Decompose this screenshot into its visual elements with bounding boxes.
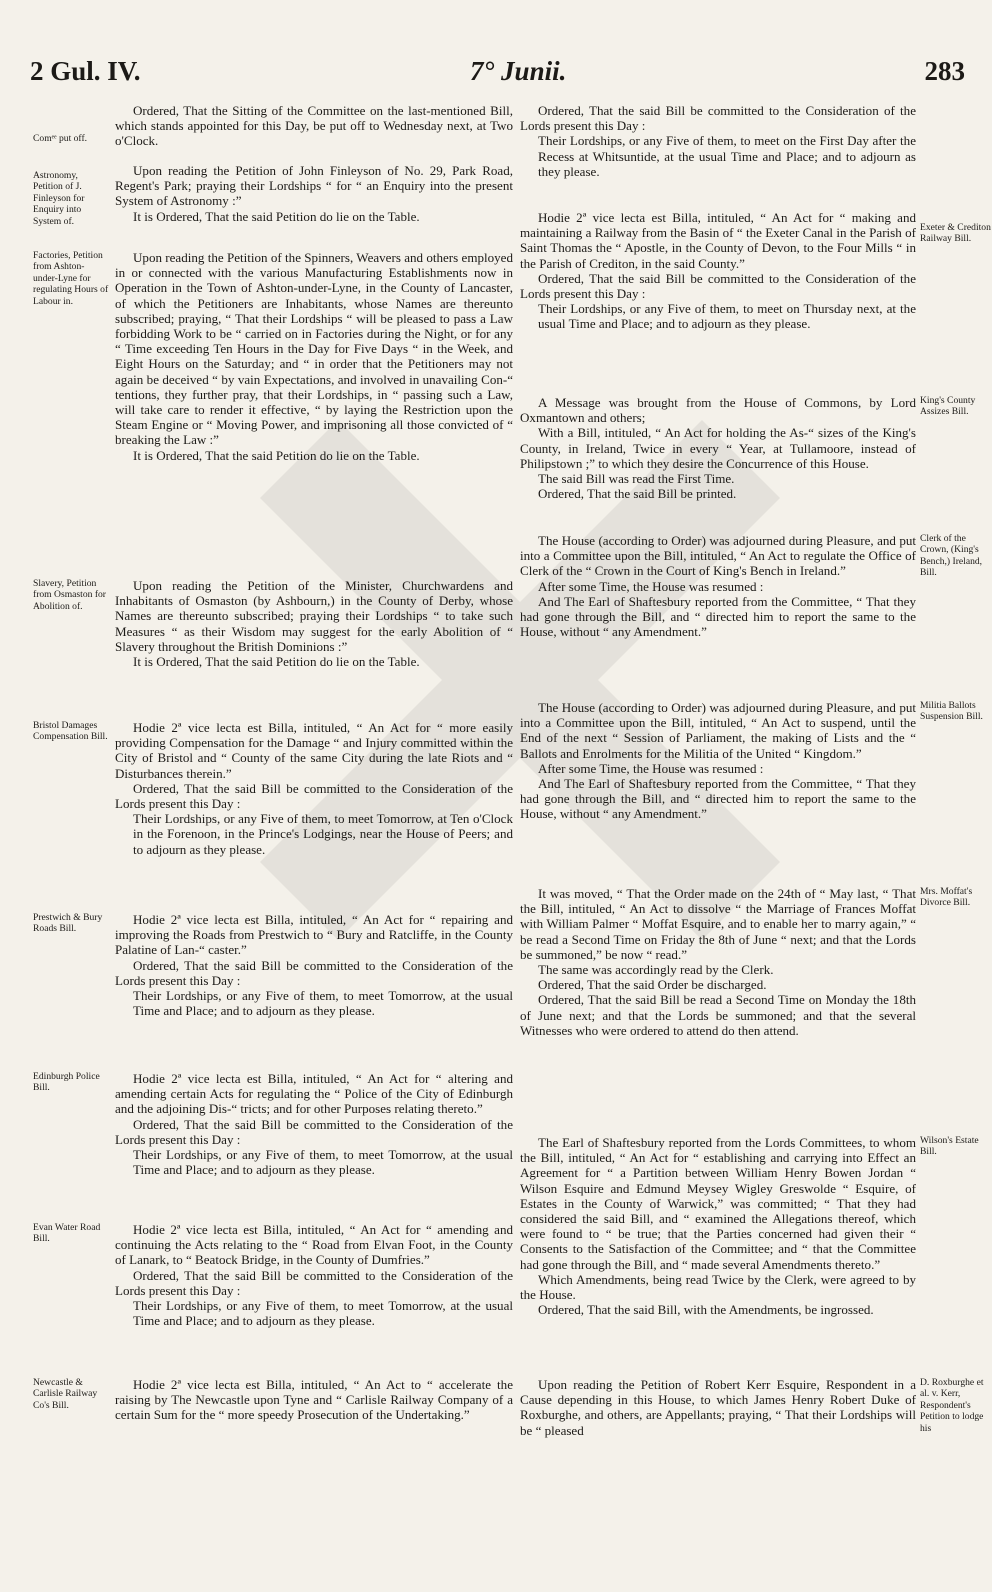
journal-entry: [115, 1071, 513, 1177]
entry-paragraph: With a Bill, intituled, “ An Act for holding the As-“ sizes of the King's County, in Ireland, Twice in every “ Year, at Tullamoore, instead of Philipstown ;” to which they desire the Concurrence of this House.: [520, 425, 916, 471]
page-number: 283: [924, 56, 965, 86]
journal-entry: [115, 912, 513, 1018]
margin-note: Slavery, Petition from Osmaston for Abolition of.: [33, 578, 107, 612]
entry-paragraph: It is Ordered, That the said Petition do lie on the Table.: [133, 447, 420, 463]
entry-paragraph: Ordered, That the said Bill, with the Amendments, be ingrossed.: [538, 1302, 874, 1318]
page-date: 7° Junii.: [470, 56, 567, 86]
journal-entry: [520, 886, 916, 1038]
journal-entry: [520, 1377, 916, 1438]
journal-entry: [520, 1135, 916, 1317]
entry-paragraph: Ordered, That the said Bill be committed to the Consideration of the Lords present this Day :: [115, 957, 513, 988]
margin-note: Evan Water Road Bill.: [33, 1222, 101, 1245]
journal-entry: [520, 210, 916, 332]
entry-paragraph: It is Ordered, That the said Petition do lie on the Table.: [133, 208, 420, 224]
entry-paragraph: Their Lordships, or any Five of them, to meet Tomorrow, at the usual Time and Place; and to adjourn as they please.: [133, 1147, 513, 1178]
journal-entry: [115, 1377, 513, 1423]
entry-paragraph: Ordered, That the said Bill be committed to the Consideration of the Lords present this Day :: [520, 270, 916, 302]
entry-paragraph: Hodie 2ª vice lecta est Billa, intituled, “ An Act for “ altering and amending certain Acts for regulating the “ Police of the City of Edinburgh and the adjoining Dis-“ tricts; and for other Purposes relating thereto.”: [115, 1071, 513, 1117]
entry-paragraph: Which Amendments, being read Twice by the Clerk, were agreed to by the House.: [520, 1271, 916, 1303]
entry-paragraph: Hodie 2ª vice lecta est Billa, intituled, “ An Act for “ more easily providing Compensation for the Damage “ and Injury committed within the City of Bristol and “ County of the same City during the late Riots and “ Disturbances therein.”: [115, 720, 513, 781]
journal-entry: [115, 1222, 513, 1328]
entry-paragraph: Hodie 2ª vice lecta est Billa, intituled, “ An Act to “ accelerate the raising by The Newcastle upon Tyne and “ Carlisle Railway Company of a certain Sum for the “ more speedy Prosecution of the Undertaking.”: [115, 1377, 513, 1423]
entry-paragraph: Upon reading the Petition of the Spinners, Weavers and others employed in or connected with the various Manufacturing Establishments now in Operation in the Town of Ashton-under-Lyne, in the County of Lancaster, of which the Petitioners are Inhabitants, whose Names are thereunto subscribed; praying, “ That their Lordships “ will be pleased to pass a Law forbidding Work to be “ carried on in Factories during the Night, or for any “ Time exceeding Ten Hours in the Day for Five Days “ in the Week, and Eight Hours on the Saturday; and “ in order that the Petitioners may not again be deceived “ by vain Expectations, and involved in unavailing Con-“ tentions, they further pray, that their Lordships, in “ passing such a Law, will take care to render it effective, “ by laying the Restriction upon the Steam Engine or “ Moving Power, and imprisoning all those convicted of “ breaking the Law :”: [115, 250, 513, 448]
entry-paragraph: Hodie 2ª vice lecta est Billa, intituled, “ An Act for “ repairing and improving the Roads from Prestwich to “ Bury and Ratcliffe, in the County Palatine of Lan-“ caster.”: [115, 912, 513, 958]
entry-paragraph: And The Earl of Shaftesbury reported from the Committee, “ That they had gone through the Bill, and “ directed him to report the same to the House, without “ any Amendment.”: [520, 593, 916, 640]
journal-entry: [520, 103, 916, 179]
journal-entry: [115, 103, 513, 149]
entry-paragraph: Their Lordships, or any Five of them, to meet on Thursday next, at the usual Time and Place; and to adjourn as they please.: [538, 301, 916, 332]
margin-note: Militia Ballots Suspension Bill.: [920, 700, 983, 723]
entry-paragraph: Their Lordships, or any Five of them, to meet Tomorrow, at the usual Time and Place; and to adjourn as they please.: [133, 988, 513, 1019]
margin-note: King's County Assizes Bill.: [920, 395, 976, 418]
entry-paragraph: Hodie 2ª vice lecta est Billa, intituled, “ An Act for “ making and maintaining a Railway from the Basin of “ the Exeter Canal in the Parish of Saint Thomas the “ Apostle, in the County of Devon, to the Four Mills “ in the Parish of Crediton, in the said County.”: [520, 210, 916, 271]
entry-paragraph: Ordered, That the said Bill be committed to the Consideration of the Lords present this Day :: [115, 780, 513, 812]
journal-entry: [115, 250, 513, 463]
entry-paragraph: And The Earl of Shaftesbury reported from the Committee, “ That they had gone through the Bill, and “ directed him to report the same to the House, without “ any Amendment.”: [520, 776, 916, 822]
margin-note: Factories, Petition from Ashton-under-Lyne for regulating Hours of Labour in.: [33, 250, 109, 307]
entry-paragraph: Upon reading the Petition of John Finleyson of No. 29, Park Road, Regent's Park; praying their Lordships “ for “ an Enquiry into the present System of Astronomy :”: [115, 163, 513, 209]
entry-paragraph: Ordered, That the said Bill be committed to the Consideration of the Lords present this Day :: [115, 1116, 513, 1147]
entry-paragraph: The same was accordingly read by the Clerk.: [538, 962, 774, 978]
entry-paragraph: After some Time, the House was resumed :: [538, 578, 764, 594]
entry-paragraph: It was moved, “ That the Order made on the 24th of “ May last, “ That the Bill, intituled, “ An Act to dissolve “ the Marriage of Frances Moffat with William Palmer “ Moffat Esquire, and to enable her to marry again,” “ be read a Second Time on Friday the 8th of June “ next; and that the Lords be summoned,” be now “ read.”: [520, 886, 916, 962]
journal-entry: [520, 700, 916, 822]
margin-note: Exeter & Crediton Railway Bill.: [920, 222, 991, 245]
entry-paragraph: Upon reading the Petition of the Minister, Churchwardens and Inhabitants of Osmaston (by Ashbourn,) in the County of Derby, whose Names are thereunto subscribed; praying their Lordships “ to take such Measures “ as their Wisdom may suggest for the early Abolition of “ Slavery throughout the British Dominions :”: [115, 578, 513, 654]
margin-note: Astronomy, Petition of J. Finleyson for Enquiry into System of.: [33, 170, 85, 227]
entry-paragraph: Ordered, That the said Bill be printed.: [538, 486, 737, 502]
margin-note: Clerk of the Crown, (King's Bench,) Ireland, Bill.: [920, 533, 983, 579]
entry-paragraph: The House (according to Order) was adjourned during Pleasure, and put into a Committee upon the Bill, intituled, “ An Act to regulate the Office of Clerk of the “ Crown in the Court of King's Bench in Ireland.”: [520, 533, 916, 579]
entry-paragraph: Their Lordships, or any Five of them, to meet Tomorrow, at the usual Time and Place; and to adjourn as they please.: [133, 1298, 513, 1329]
entry-paragraph: Ordered, That the said Bill be committed to the Consideration of the Lords present this Day :: [115, 1267, 513, 1298]
journal-entry: [115, 163, 513, 224]
entry-paragraph: Upon reading the Petition of Robert Kerr Esquire, Respondent in a Cause depending in this House, to which James Henry Robert Duke of Roxburghe, and others, are Appellants; praying, “ That their Lordships will be “ pleased: [520, 1377, 916, 1438]
journal-entry: [115, 720, 513, 857]
entry-paragraph: Their Lordships, or any Five of them, to meet Tomorrow, at Ten o'Clock in the Forenoon, in the Prince's Lodgings, near the House of Peers; and to adjourn as they please.: [133, 811, 513, 857]
margin-note: Edinburgh Police Bill.: [33, 1071, 100, 1094]
margin-note: Mrs. Moffat's Divorce Bill.: [920, 886, 973, 909]
entry-paragraph: It is Ordered, That the said Petition do lie on the Table.: [133, 654, 420, 670]
entry-paragraph: Ordered, That the said Bill be read a Second Time on Monday the 18th of June next; and that the Lords be summoned; and that the several Witnesses who were ordered to attend do then attend.: [520, 992, 916, 1038]
margin-note: Prestwich & Bury Roads Bill.: [33, 912, 103, 935]
page-header: [30, 56, 965, 96]
entry-paragraph: After some Time, the House was resumed :: [538, 760, 764, 776]
entry-paragraph: Hodie 2ª vice lecta est Billa, intituled, “ An Act for “ amending and continuing the Acts relating to the “ Road from Elvan Foot, in the County of Lanark, to “ Beatock Bridge, in the County of Dumfries.”: [115, 1222, 513, 1268]
entry-paragraph: Their Lordships, or any Five of them, to meet on the First Day after the Recess at Whitsuntide, at the usual Time and Place; and to adjourn as they please.: [538, 133, 916, 179]
journal-entry: [520, 395, 916, 501]
entry-paragraph: The said Bill was read the First Time.: [538, 471, 735, 487]
margin-note: Wilson's Estate Bill.: [920, 1135, 979, 1158]
entry-paragraph: A Message was brought from the House of Commons, by Lord Oxmantown and others;: [520, 395, 916, 426]
margin-note: Newcastle & Carlisle Railway Co's Bill.: [33, 1377, 98, 1411]
journal-entry: [520, 533, 916, 639]
margin-note: Bristol Damages Compensation Bill.: [33, 720, 108, 743]
journal-entry: [115, 578, 513, 669]
regnal-year: 2 Gul. IV.: [30, 56, 141, 86]
entry-paragraph: Ordered, That the said Bill be committed to the Consideration of the Lords present this Day :: [520, 103, 916, 134]
margin-note: D. Roxburghe et al. v. Kerr, Respondent's Petition to lodge his: [920, 1377, 984, 1434]
entry-paragraph: The Earl of Shaftesbury reported from the Lords Committees, to whom the Bill, intituled, “ An Act for “ establishing and carrying into Effect an Agreement for “ a Partition between William Henry Bowen Jordan “ Wilson Esquire and Edmund Meysey Wigley Greswolde “ Esquire, of Estates in the County of Warwick,” was committed; “ That they had considered the said Bill, and “ examined the Allegations thereof, which were found to “ be true; that the Parties concerned had given their “ Consents to the Satisfaction of the Committee; and “ that the Committee had gone through the Bill, and “ made several Amendments thereto.”: [520, 1135, 916, 1272]
entry-paragraph: The House (according to Order) was adjourned during Pleasure, and put into a Committee upon the Bill, intituled, “ An Act to suspend, until the End of the next “ Session of Parliament, the making of Lists and the “ Ballots and Enrolments for the Militia of the United “ Kingdom.”: [520, 700, 916, 761]
entry-paragraph: Ordered, That the said Order be discharged.: [538, 977, 767, 993]
margin-note: Comᵉᵉ put off.: [33, 133, 88, 144]
entry-paragraph: Ordered, That the Sitting of the Committee on the last-mentioned Bill, which stands appointed for this Day, be put off to Wednesday next, at Two o'Clock.: [115, 103, 513, 149]
